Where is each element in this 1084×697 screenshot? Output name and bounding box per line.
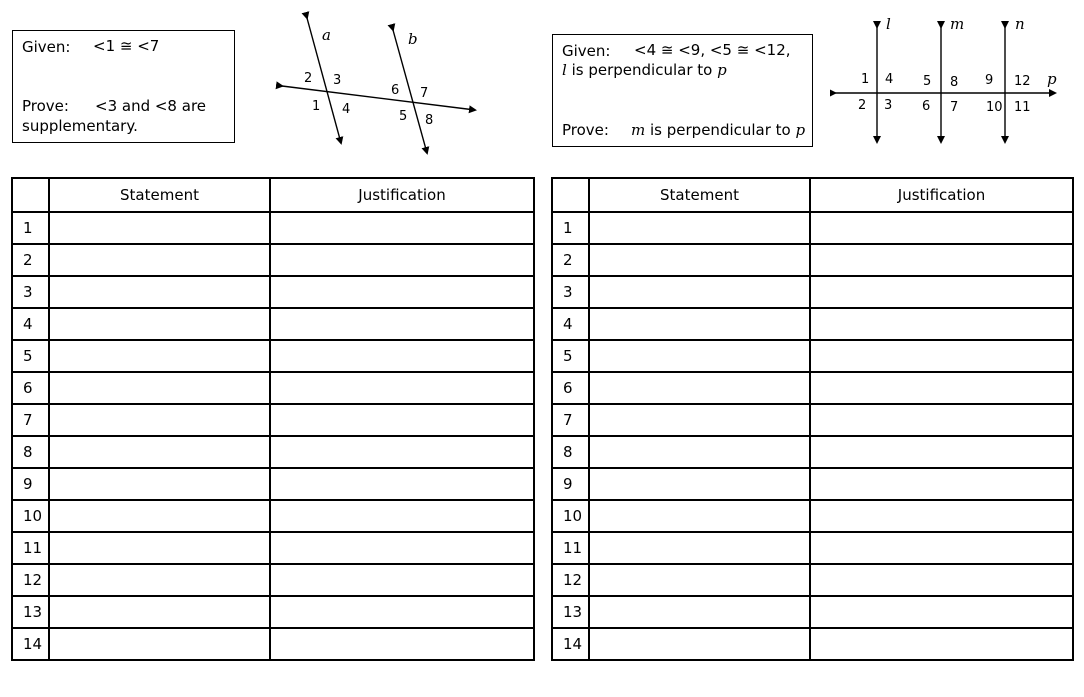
statement-cell[interactable]	[49, 308, 270, 340]
table-row	[552, 404, 1073, 436]
table-header-row	[552, 178, 1073, 212]
table-row	[552, 212, 1073, 244]
row-number: 13	[552, 596, 589, 628]
row-number: 12	[552, 564, 589, 596]
row-number: 4	[12, 308, 49, 340]
justification-cell[interactable]	[810, 532, 1073, 564]
angle-1: 1	[861, 72, 870, 87]
angle-6: 6	[922, 99, 931, 114]
proof-table-body	[12, 212, 534, 660]
row-number: 14	[12, 628, 49, 660]
statement-header: Statement	[49, 178, 270, 212]
statement-cell[interactable]	[589, 628, 810, 660]
row-number: 5	[12, 340, 49, 372]
angle-11: 11	[1014, 100, 1031, 115]
statement-cell[interactable]	[49, 212, 270, 244]
table-row	[12, 404, 534, 436]
statement-cell[interactable]	[49, 628, 270, 660]
row-number: 10	[552, 500, 589, 532]
justification-cell[interactable]	[270, 244, 534, 276]
row-number: 3	[12, 276, 49, 308]
statement-cell[interactable]	[589, 468, 810, 500]
row-number: 5	[552, 340, 589, 372]
table-row	[12, 596, 534, 628]
statement-header: Statement	[589, 178, 810, 212]
justification-cell[interactable]	[270, 276, 534, 308]
row-number: 4	[552, 308, 589, 340]
justification-cell[interactable]	[810, 276, 1073, 308]
row-number: 3	[552, 276, 589, 308]
row-number: 1	[552, 212, 589, 244]
prove-perp-text: is perpendicular to	[650, 121, 791, 139]
statement-cell[interactable]	[589, 596, 810, 628]
justification-cell[interactable]	[270, 532, 534, 564]
statement-cell[interactable]	[589, 404, 810, 436]
statement-cell[interactable]	[49, 436, 270, 468]
row-number: 1	[12, 212, 49, 244]
angle-2: 2	[304, 71, 313, 86]
justification-cell[interactable]	[270, 596, 534, 628]
table-row	[552, 436, 1073, 468]
prove-statement: <3 and <8 are	[95, 97, 207, 115]
row-number: 8	[12, 436, 49, 468]
given-statement: <1 ≅ <7	[93, 37, 160, 55]
table-row	[552, 564, 1073, 596]
row-number: 7	[552, 404, 589, 436]
statement-cell[interactable]	[49, 596, 270, 628]
statement-cell[interactable]	[49, 500, 270, 532]
angle-6: 6	[391, 83, 400, 98]
justification-cell[interactable]	[270, 308, 534, 340]
justification-cell[interactable]	[270, 564, 534, 596]
angle-5: 5	[399, 109, 408, 124]
statement-cell[interactable]	[49, 372, 270, 404]
statement-cell[interactable]	[49, 468, 270, 500]
var-m: m	[631, 121, 646, 139]
table-row	[12, 436, 534, 468]
var-l: l	[562, 61, 567, 79]
row-number: 6	[552, 372, 589, 404]
label-m: m	[950, 15, 965, 33]
statement-cell[interactable]	[589, 340, 810, 372]
given-label: Given:	[562, 42, 611, 60]
table-header-row	[12, 178, 534, 212]
number-header	[12, 178, 49, 212]
angle-3: 3	[333, 73, 342, 88]
given-perp-text: is perpendicular to	[571, 61, 713, 79]
table-row	[552, 308, 1073, 340]
table-row	[552, 372, 1073, 404]
angle-4: 4	[885, 72, 894, 87]
proof-table-body	[552, 212, 1073, 660]
problem2-given-box	[552, 34, 813, 147]
table-row	[12, 372, 534, 404]
prove-label: Prove:	[562, 121, 609, 139]
justification-cell[interactable]	[810, 500, 1073, 532]
justification-cell[interactable]	[810, 404, 1073, 436]
row-number: 8	[552, 436, 589, 468]
row-number: 11	[552, 532, 589, 564]
justification-cell[interactable]	[810, 340, 1073, 372]
perpendicular-lines-diagram	[830, 10, 1070, 150]
angle-4: 4	[342, 102, 351, 117]
row-number: 11	[12, 532, 49, 564]
table-row	[12, 340, 534, 372]
row-number: 14	[552, 628, 589, 660]
angle-5: 5	[923, 74, 932, 89]
justification-cell[interactable]	[270, 468, 534, 500]
justification-cell[interactable]	[270, 372, 534, 404]
justification-cell[interactable]	[270, 340, 534, 372]
justification-cell[interactable]	[810, 212, 1073, 244]
row-number: 9	[12, 468, 49, 500]
angle-8: 8	[950, 75, 959, 90]
justification-cell[interactable]	[810, 596, 1073, 628]
statement-cell[interactable]	[49, 532, 270, 564]
table-row	[12, 564, 534, 596]
table-row	[552, 276, 1073, 308]
justification-cell[interactable]	[810, 436, 1073, 468]
line-transversal	[280, 85, 380, 86]
statement-cell[interactable]	[49, 340, 270, 372]
statement-cell[interactable]	[589, 500, 810, 532]
line-horizontal	[282, 86, 475, 110]
label-b: b	[408, 30, 418, 48]
statement-cell[interactable]	[49, 244, 270, 276]
table-row	[552, 500, 1073, 532]
table-row	[552, 244, 1073, 276]
var-p: p	[717, 61, 727, 79]
table-row	[12, 628, 534, 660]
row-number: 12	[12, 564, 49, 596]
table-row	[12, 532, 534, 564]
angle-12: 12	[1014, 74, 1031, 89]
justification-cell[interactable]	[810, 372, 1073, 404]
row-number: 2	[12, 244, 49, 276]
justification-cell[interactable]	[810, 468, 1073, 500]
row-number: 9	[552, 468, 589, 500]
table-row	[12, 212, 534, 244]
justification-cell[interactable]	[810, 628, 1073, 660]
row-number: 6	[12, 372, 49, 404]
row-number: 7	[12, 404, 49, 436]
table-row	[552, 628, 1073, 660]
number-header	[552, 178, 589, 212]
justification-header: Justification	[810, 178, 1073, 212]
justification-cell[interactable]	[270, 436, 534, 468]
var-p: p	[795, 121, 806, 139]
given-label: Given:	[22, 38, 71, 56]
justification-cell[interactable]	[810, 244, 1073, 276]
angle-7: 7	[950, 100, 959, 115]
angle-1: 1	[312, 99, 321, 114]
justification-cell[interactable]	[270, 500, 534, 532]
angle-8: 8	[425, 113, 434, 128]
row-number: 13	[12, 596, 49, 628]
statement-cell[interactable]	[589, 532, 810, 564]
justification-header: Justification	[270, 178, 534, 212]
statement-cell[interactable]	[589, 564, 810, 596]
statement-cell[interactable]	[589, 436, 810, 468]
statement-cell[interactable]	[589, 212, 810, 244]
label-p: p	[1047, 70, 1057, 88]
label-a: a	[322, 26, 331, 44]
angle-10: 10	[986, 100, 1003, 115]
transversal-diagram-1	[270, 10, 485, 158]
table-row	[12, 500, 534, 532]
statement-cell[interactable]	[49, 564, 270, 596]
statement-cell[interactable]	[589, 276, 810, 308]
angle-3: 3	[884, 98, 893, 113]
row-number: 10	[12, 500, 49, 532]
justification-cell[interactable]	[810, 308, 1073, 340]
table-row	[552, 468, 1073, 500]
justification-cell[interactable]	[270, 212, 534, 244]
table-row	[12, 308, 534, 340]
label-n: n	[1015, 15, 1025, 33]
angle-7: 7	[420, 86, 429, 101]
row-number: 2	[552, 244, 589, 276]
table-row	[12, 468, 534, 500]
angle-9: 9	[985, 73, 994, 88]
problem1-given-box	[12, 30, 235, 143]
table-row	[552, 596, 1073, 628]
given-statement: <4 ≅ <9, <5 ≅ <12,	[634, 41, 791, 59]
table-row	[552, 532, 1073, 564]
statement-cell[interactable]	[49, 404, 270, 436]
justification-cell[interactable]	[810, 564, 1073, 596]
table-row	[12, 244, 534, 276]
prove-statement-cont: supplementary.	[22, 117, 138, 135]
angle-2: 2	[858, 98, 867, 113]
prove-statement	[631, 120, 805, 140]
given-statement-line2	[562, 60, 727, 80]
statement-cell[interactable]	[589, 372, 810, 404]
statement-cell[interactable]	[49, 276, 270, 308]
statement-cell[interactable]	[589, 244, 810, 276]
proof-table-2	[551, 177, 1074, 661]
prove-label: Prove:	[22, 97, 69, 115]
justification-cell[interactable]	[270, 628, 534, 660]
label-l: l	[886, 15, 891, 33]
proof-table-1	[11, 177, 535, 661]
justification-cell[interactable]	[270, 404, 534, 436]
table-row	[552, 340, 1073, 372]
statement-cell[interactable]	[589, 308, 810, 340]
table-row	[12, 276, 534, 308]
